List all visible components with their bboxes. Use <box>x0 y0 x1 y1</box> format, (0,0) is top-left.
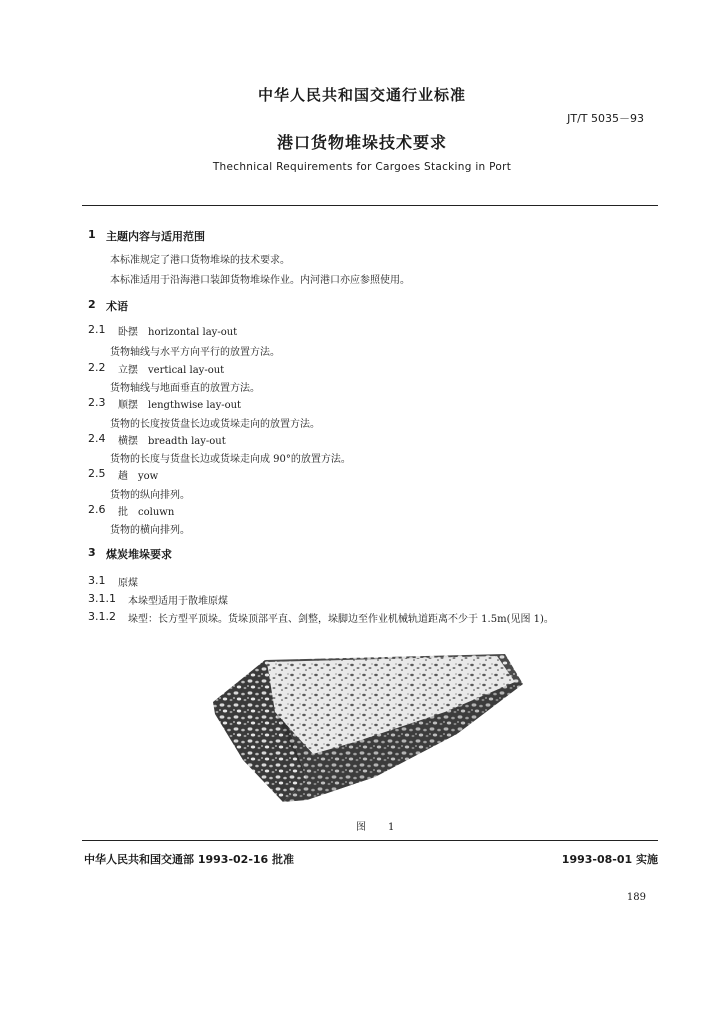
term-2-1-number: 2.1 <box>88 323 106 336</box>
term-2-1-name: 卧摆 horizontal lay-out <box>118 327 238 338</box>
section-1-number: 1 <box>88 228 96 241</box>
term-2-3-name: 顺摆 lengthwise lay-out <box>118 400 242 411</box>
section-1-heading: 主题内容与适用范围 <box>106 230 205 243</box>
term-2-5-definition: 货物的纵向排列。 <box>110 490 190 501</box>
page-number: 189 <box>626 892 646 903</box>
coal-stockpile-figure <box>205 642 530 812</box>
section-2-number: 2 <box>88 298 96 311</box>
term-2-3-definition: 货物的长度按货盘长边或货垛走向的放置方法。 <box>110 419 320 430</box>
term-2-4-definition: 货物的长度与货盘长边或货垛走向成 90°的放置方法。 <box>110 454 351 465</box>
term-2-6-name: 批 coluwn <box>118 507 175 518</box>
document-subtitle: Thechnical Requirements for Cargoes Stacking in Port <box>212 161 512 173</box>
standard-code: JT/T 5035－93 <box>567 112 644 125</box>
clause-3-1-2-text: 垛型：长方型平顶垛。货垛顶部平直、剑整，垛脚边至作业机械轨道距离不少于 1.5m(见图 1)。 <box>128 614 554 625</box>
clause-3-1-number: 3.1 <box>88 574 106 587</box>
section-1-line-2: 本标准适用于沿海港口装卸货物堆垛作业。内河港口亦应参照使用。 <box>110 275 410 286</box>
header-rule <box>82 205 658 206</box>
term-2-5-name: 趟 yow <box>118 471 159 482</box>
term-2-2-definition: 货物轴线与地面垂直的放置方法。 <box>110 383 260 394</box>
section-1-line-1: 本标准规定了港口货物堆垛的技术要求。 <box>110 255 290 266</box>
approval-line: 中华人民共和国交通部 1993-02-16 批准 <box>84 853 295 866</box>
term-2-4-name: 横摆 breadth lay-out <box>118 436 226 447</box>
clause-3-1-1-text: 本垛型适用于散堆原煤 <box>128 596 228 607</box>
term-2-1-definition: 货物轴线与水平方向平行的放置方法。 <box>110 347 280 358</box>
section-3-heading: 煤炭堆垛要求 <box>106 548 172 561</box>
clause-3-1-2-number: 3.1.2 <box>88 610 116 623</box>
figure-caption: 图 1 <box>356 822 401 833</box>
clause-3-1-1-number: 3.1.1 <box>88 592 116 605</box>
term-2-2-name: 立摆 vertical lay-out <box>118 365 225 376</box>
term-2-6-number: 2.6 <box>88 503 106 516</box>
term-2-2-number: 2.2 <box>88 361 106 374</box>
clause-3-1-text: 原煤 <box>118 578 138 589</box>
document-title: 港口货物堆垛技术要求 <box>276 133 447 152</box>
standard-body-title: 中华人民共和国交通行业标准 <box>257 86 466 104</box>
footer-rule <box>82 840 658 841</box>
effective-date: 1993-08-01 实施 <box>561 853 658 866</box>
term-2-3-number: 2.3 <box>88 396 106 409</box>
term-2-6-definition: 货物的横向排列。 <box>110 525 190 536</box>
term-2-4-number: 2.4 <box>88 432 106 445</box>
section-2-heading: 术语 <box>106 300 128 313</box>
term-2-5-number: 2.5 <box>88 467 106 480</box>
section-3-number: 3 <box>88 546 96 559</box>
